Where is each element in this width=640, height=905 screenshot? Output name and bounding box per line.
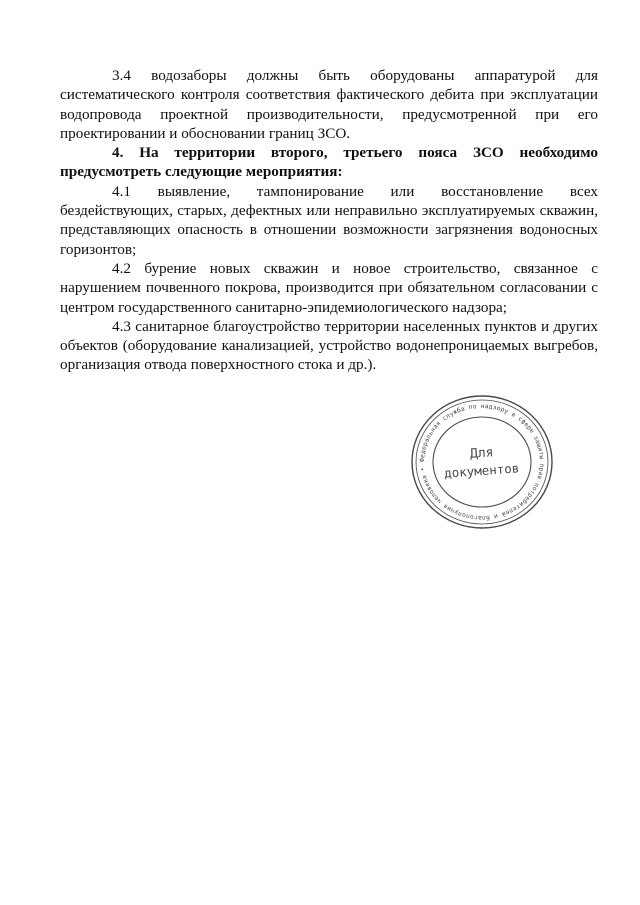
- svg-text:документов: документов: [443, 460, 520, 481]
- paragraph-4-3: 4.3 санитарное благоустройство территории населенных пунктов и других объектов (оборудование канализацией, устройство водонепроницаемых выгребов, организация отвода поверхностного стока и др.).: [60, 317, 598, 374]
- stamp-seal-icon: [408, 393, 556, 531]
- svg-text:Федеральная служба по надзору: Федеральная служба по надзору в сфере защиты прав потребителей и благополучия человека •: [418, 402, 546, 522]
- document-body: [60, 66, 598, 375]
- paragraph-4-2: 4.2 бурение новых скважин и новое строительство, связанное с нарушением почвенного покрова, производится при обязательном согласовании с центром государственного санитарно-эпидемиологического надзора;: [60, 259, 598, 316]
- official-stamp: [408, 393, 556, 531]
- paragraph-4-1: 4.1 выявление, тампонирование или восстановление всех бездействующих, старых, дефектных или неправильно эксплуатируемых скважин, представляющих опасность в отношении возможности загрязнения водоносных горизонтов;: [60, 182, 598, 258]
- paragraph-3-4: 3.4 водозаборы должны быть оборудованы аппаратурой для систематического контроля соответствия фактического дебита при эксплуатации водопровода проектной производительности, предусмотренной при его проектировании и обосновании границ ЗСО.: [60, 67, 598, 142]
- section-4-heading: 4. На территории второго, третьего пояса ЗСО необходимо предусмотреть следующие мероприятия:: [60, 144, 598, 181]
- svg-text:Для: Для: [469, 445, 494, 462]
